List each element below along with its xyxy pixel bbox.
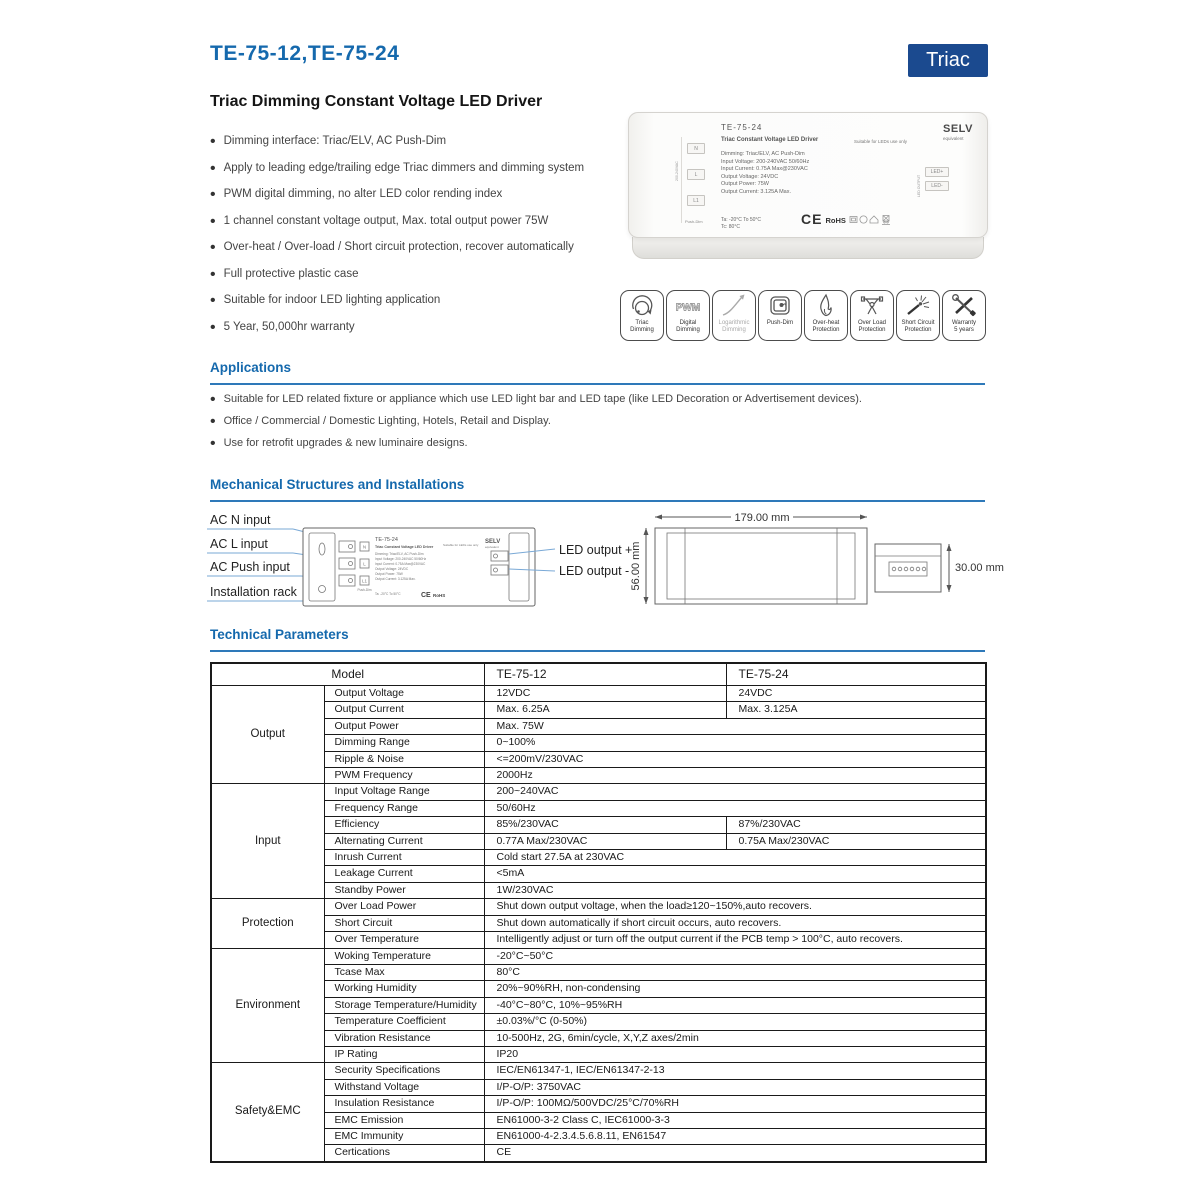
value-cell: IEC/EN61347-1, IEC/EN61347-2-13 [484, 1063, 986, 1079]
applications-rule [210, 383, 985, 385]
device-top-view [655, 528, 867, 604]
table-row [211, 1112, 986, 1128]
parameter-cell: Alternating Current [324, 833, 484, 849]
callout-led-plus: LED output + [559, 543, 633, 557]
table-row [211, 997, 986, 1013]
mechanical-rule [210, 500, 985, 502]
table-row [211, 800, 986, 816]
table-row [211, 702, 986, 718]
parameter-cell: Tcase Max [324, 964, 484, 980]
table-row [211, 784, 986, 800]
badge-triac-dimming: Triac Dimming [620, 290, 664, 341]
applications-list [210, 394, 1000, 460]
push-button-icon [765, 293, 795, 319]
label-model: TE-75-24 [721, 123, 763, 132]
value-cell: ±0.03%/°C (0-50%) [484, 1014, 986, 1030]
value-cell: 2000Hz [484, 768, 986, 784]
parameter-cell: Over Temperature [324, 932, 484, 948]
badge-overheat-protection: Over-heat Protection [804, 290, 848, 341]
header-te-75-24: TE-75-24 [726, 663, 986, 686]
pwm-icon [673, 293, 703, 319]
label-selv-equivalent: equivalent [943, 136, 964, 141]
parameter-cell: Output Power [324, 718, 484, 734]
value-cell: -20°C~50°C [484, 948, 986, 964]
parameter-cell: PWM Frequency [324, 768, 484, 784]
tech-table-body [211, 686, 986, 1162]
table-row [211, 718, 986, 734]
header-te-75-12: TE-75-12 [484, 663, 726, 686]
label-selv: SELV [943, 123, 973, 135]
terminal-l1: L1 [687, 195, 705, 206]
log-curve-icon [719, 293, 749, 319]
table-row [211, 948, 986, 964]
dim-width: 56.00 mm [630, 541, 642, 591]
callout-led-minus: LED output - [559, 564, 630, 578]
value-cell-te-75-24: 24VDC [726, 686, 986, 702]
feature-item: • Full protective plastic case [210, 269, 640, 281]
table-row [211, 899, 986, 915]
table-row [211, 850, 986, 866]
svg-text:N: N [362, 544, 367, 550]
ce-mark: CE [801, 211, 823, 227]
svg-text:RoHS: RoHS [433, 593, 446, 598]
value-cell: Max. 75W [484, 718, 986, 734]
parameter-cell: Frequency Range [324, 800, 484, 816]
value-cell: 200~240VAC [484, 784, 986, 800]
parameter-cell: Certications [324, 1145, 484, 1162]
header-model: Model [211, 663, 484, 686]
table-row [211, 932, 986, 948]
terminal-l: L [687, 169, 705, 180]
badge-short-circuit-protection: Short Circuit Protection [896, 290, 940, 341]
callout-install-rack: Installation rack [210, 585, 297, 599]
product-photo [628, 112, 988, 262]
svg-text:equivalent: equivalent [485, 545, 499, 549]
applications-heading: Applications [210, 360, 292, 375]
terminal-rail-line [681, 137, 682, 223]
value-cell-te-75-12: 85%/230VAC [484, 817, 726, 833]
table-row [211, 1145, 986, 1162]
parameter-cell: Dimming Range [324, 735, 484, 751]
callout-ac-l: AC L input [210, 537, 268, 551]
feature-item: • Apply to leading edge/trailing edge Triac dimmers and dimming system [210, 163, 640, 175]
value-cell-te-75-24: Max. 3.125A [726, 702, 986, 718]
application-item: • Suitable for LED related fixture or appliance which use LED light bar and LED tape (like LED Decoration or Advertisement devices). [210, 394, 1000, 405]
value-cell: 20%~90%RH, non-condensing [484, 981, 986, 997]
parameter-cell: Security Specifications [324, 1063, 484, 1079]
svg-text:Suitable for LEDs use only: Suitable for LEDs use only [443, 543, 479, 547]
value-cell: 0~100% [484, 735, 986, 751]
table-row [211, 915, 986, 931]
parameter-cell: EMC Emission [324, 1112, 484, 1128]
feature-item: • Over-heat / Over-load / Short circuit protection, recover automatically [210, 242, 640, 254]
value-cell-te-75-24: 0.75A Max/230VAC [726, 833, 986, 849]
spark-icon [903, 293, 933, 319]
parameter-cell: Storage Temperature/Humidity [324, 997, 484, 1013]
technical-parameters-table [210, 662, 987, 1163]
svg-text:Input Voltage: 200-240VAC 50/6: Input Voltage: 200-240VAC 50/60Hz [375, 557, 427, 561]
feature-item: • Suitable for indoor LED lighting application [210, 295, 640, 307]
value-cell: 10-500Hz, 2G, 6min/cycle, X,Y,Z axes/2min [484, 1030, 986, 1046]
label-spec-line: Input Voltage: 200-240VAC 50/60Hz [721, 158, 810, 165]
label-spec-lines [721, 151, 809, 197]
mechanical-heading: Mechanical Structures and Installations [210, 477, 465, 492]
table-row [211, 1128, 986, 1144]
value-cell: EN61000-4-2.3.4.5.6.8.11, EN61547 [484, 1128, 986, 1144]
device-front-view [303, 528, 535, 606]
parameter-cell: Vibration Resistance [324, 1030, 484, 1046]
table-row [211, 882, 986, 898]
table-row [211, 751, 986, 767]
table-row [211, 735, 986, 751]
parameter-cell: Efficiency [324, 817, 484, 833]
svg-text:L: L [363, 561, 366, 567]
svg-text:Input Current: 0.75A Max@230VA: Input Current: 0.75A Max@230VAC [375, 562, 426, 566]
label-spec-line: Dimming: Triac/ELV, AC Push-Dim [721, 151, 805, 157]
product-subtitle: Triac Dimming Constant Voltage LED Driver [210, 93, 543, 110]
svg-text:L1: L1 [361, 578, 368, 584]
parameter-cell: Working Humidity [324, 981, 484, 997]
table-row [211, 866, 986, 882]
parameter-cell: EMC Immunity [324, 1128, 484, 1144]
table-row [211, 1030, 986, 1046]
capability-badges [620, 290, 988, 341]
application-item: • Office / Commercial / Domestic Lighting, Hotels, Retail and Display. [210, 416, 1000, 427]
badge-warranty: Warranty 5 years [942, 290, 986, 341]
device-side-view [875, 544, 941, 592]
table-row [211, 817, 986, 833]
value-cell: 80°C [484, 964, 986, 980]
svg-text:Push-Dim: Push-Dim [357, 588, 372, 592]
value-cell: IP20 [484, 1046, 986, 1062]
value-cell-te-75-12: Max. 6.25A [484, 702, 726, 718]
category-cell: Input [211, 784, 324, 899]
value-cell: Shut down output voltage, when the load≥120~150%,auto recovers. [484, 899, 986, 915]
terminal-led-minus: LED- [925, 181, 949, 191]
dim-depth: 30.00 mm [955, 562, 1004, 574]
value-cell: I/P-O/P: 100MΩ/500VDC/25°C/70%RH [484, 1096, 986, 1112]
value-cell: I/P-O/P: 3750VAC [484, 1079, 986, 1095]
flame-icon [811, 293, 841, 319]
parameter-cell: Ripple & Noise [324, 751, 484, 767]
ac-input-vertical-note: 200-240VAC [675, 161, 679, 181]
parameter-cell: Short Circuit [324, 915, 484, 931]
product-top-face [628, 112, 988, 238]
svg-text:CE: CE [421, 592, 431, 599]
category-cell: Environment [211, 948, 324, 1063]
table-row [211, 1046, 986, 1062]
table-row [211, 686, 986, 702]
feature-item: • 1 channel constant voltage output, Max. total output power 75W [210, 216, 640, 228]
badge-logarithmic-dimming: Logarithmic Dimming [712, 290, 756, 341]
mechanical-diagram [203, 504, 1013, 626]
table-row [211, 1096, 986, 1112]
badge-overload-protection: Over Load Protection [850, 290, 894, 341]
category-cell: Protection [211, 899, 324, 948]
label-temperatures: Ta: -20°C To 50°C Tc: 80°C [721, 217, 762, 230]
parameter-cell: Leakage Current [324, 866, 484, 882]
rohs-mark: RoHS [825, 216, 846, 225]
parameter-cell: Insulation Resistance [324, 1096, 484, 1112]
parameter-cell: Withstand Voltage [324, 1079, 484, 1095]
terminal-led-plus: LED+ [925, 167, 949, 177]
svg-text:PWM: PWM [675, 302, 701, 314]
parameter-cell: Inrush Current [324, 850, 484, 866]
value-cell: Intelligently adjust or turn off the output current if the PCB temp > 100°C, auto recovers. [484, 932, 986, 948]
table-row [211, 1063, 986, 1079]
table-header-row [211, 663, 986, 686]
brand-badge: Triac [908, 44, 988, 77]
value-cell: <5mA [484, 866, 986, 882]
svg-text:Output Voltage: 24VDC: Output Voltage: 24VDC [375, 567, 409, 571]
value-cell-te-75-12: 0.77A Max/230VAC [484, 833, 726, 849]
tools-icon [949, 293, 979, 319]
category-cell: Output [211, 686, 324, 784]
svg-text:Output Current: 3.125A Max.: Output Current: 3.125A Max. [375, 577, 416, 581]
feature-item: • 5 Year, 50,000hr warranty [210, 322, 640, 334]
table-row [211, 1014, 986, 1030]
feature-item: • Dimming interface: Triac/ELV, AC Push-Dim [210, 136, 640, 148]
svg-text:Dimming: Triac/ELV, AC Push-Di: Dimming: Triac/ELV, AC Push-Dim [375, 552, 424, 556]
callout-ac-n: AC N input [210, 513, 271, 527]
value-cell: -40°C~80°C, 10%~95%RH [484, 997, 986, 1013]
dim-length: 179.00 mm [734, 512, 790, 524]
value-cell: Cold start 27.5A at 230VAC [484, 850, 986, 866]
weightlifter-icon [857, 293, 887, 319]
value-cell: Shut down automatically if short circuit occurs, auto recovers. [484, 915, 986, 931]
feature-list [210, 136, 640, 348]
label-product-name: Triac Constant Voltage LED Driver [721, 137, 819, 143]
label-spec-line: Output Current: 3.125A Max. [721, 188, 792, 195]
application-item: • Use for retrofit upgrades & new luminaire designs. [210, 438, 1000, 449]
badge-push-dim: Push-Dim [758, 290, 802, 341]
feature-item: • PWM digital dimming, no alter LED color rending index [210, 189, 640, 201]
svg-text:Triac Constant Voltage LED Dri: Triac Constant Voltage LED Driver [375, 545, 434, 549]
parameter-cell: IP Rating [324, 1046, 484, 1062]
table-row [211, 1079, 986, 1095]
value-cell: EN61000-3-2 Class C, IEC61000-3-3 [484, 1112, 986, 1128]
parameter-cell: Standby Power [324, 882, 484, 898]
svg-text:Output Power: 75W: Output Power: 75W [375, 572, 403, 576]
table-row [211, 768, 986, 784]
label-spec-line: Output Power: 75W [721, 181, 769, 188]
parameter-cell: Input Voltage Range [324, 784, 484, 800]
terminal-pushdim-note: Push-Dim [685, 219, 703, 224]
led-output-vertical-note: LED OUTPUT [917, 174, 921, 197]
parameter-cell: Woking Temperature [324, 948, 484, 964]
value-cell-te-75-24: 87%/230VAC [726, 817, 986, 833]
terminal-n: N [687, 143, 705, 154]
value-cell: 1W/230VAC [484, 882, 986, 898]
category-cell: Safety&EMC [211, 1063, 324, 1162]
value-cell-te-75-12: 12VDC [484, 686, 726, 702]
technical-heading: Technical Parameters [210, 627, 349, 642]
table-row [211, 981, 986, 997]
table-row [211, 833, 986, 849]
cert-mini-icons [849, 214, 894, 226]
label-spec-line: Input Current: 0.75A Max@230VAC [721, 166, 808, 173]
label-certifications [801, 211, 894, 227]
parameter-cell: Output Current [324, 702, 484, 718]
svg-text:SELV: SELV [485, 539, 501, 545]
table-row [211, 964, 986, 980]
parameter-cell: Temperature Coefficient [324, 1014, 484, 1030]
technical-rule [210, 650, 985, 652]
value-cell: CE [484, 1145, 986, 1162]
label-suitable-note: Suitable for LEDs use only [854, 139, 908, 144]
callout-ac-push: AC Push input [210, 560, 290, 574]
svg-text:Ta: -20°C To 50°C: Ta: -20°C To 50°C [375, 592, 401, 596]
value-cell: <=200mV/230VAC [484, 751, 986, 767]
product-front-face [632, 237, 984, 259]
technical-table-container [210, 662, 987, 1163]
badge-digital-dimming: PWM Digital Dimming [666, 290, 710, 341]
parameter-cell: Over Load Power [324, 899, 484, 915]
svg-text:TE-75-24: TE-75-24 [375, 537, 398, 543]
value-cell: 50/60Hz [484, 800, 986, 816]
parameter-cell: Output Voltage [324, 686, 484, 702]
page-title: TE-75-12,TE-75-24 [210, 42, 400, 65]
label-spec-line: Output Voltage: 24VDC [721, 173, 779, 180]
triac-dimming-icon [627, 293, 657, 319]
